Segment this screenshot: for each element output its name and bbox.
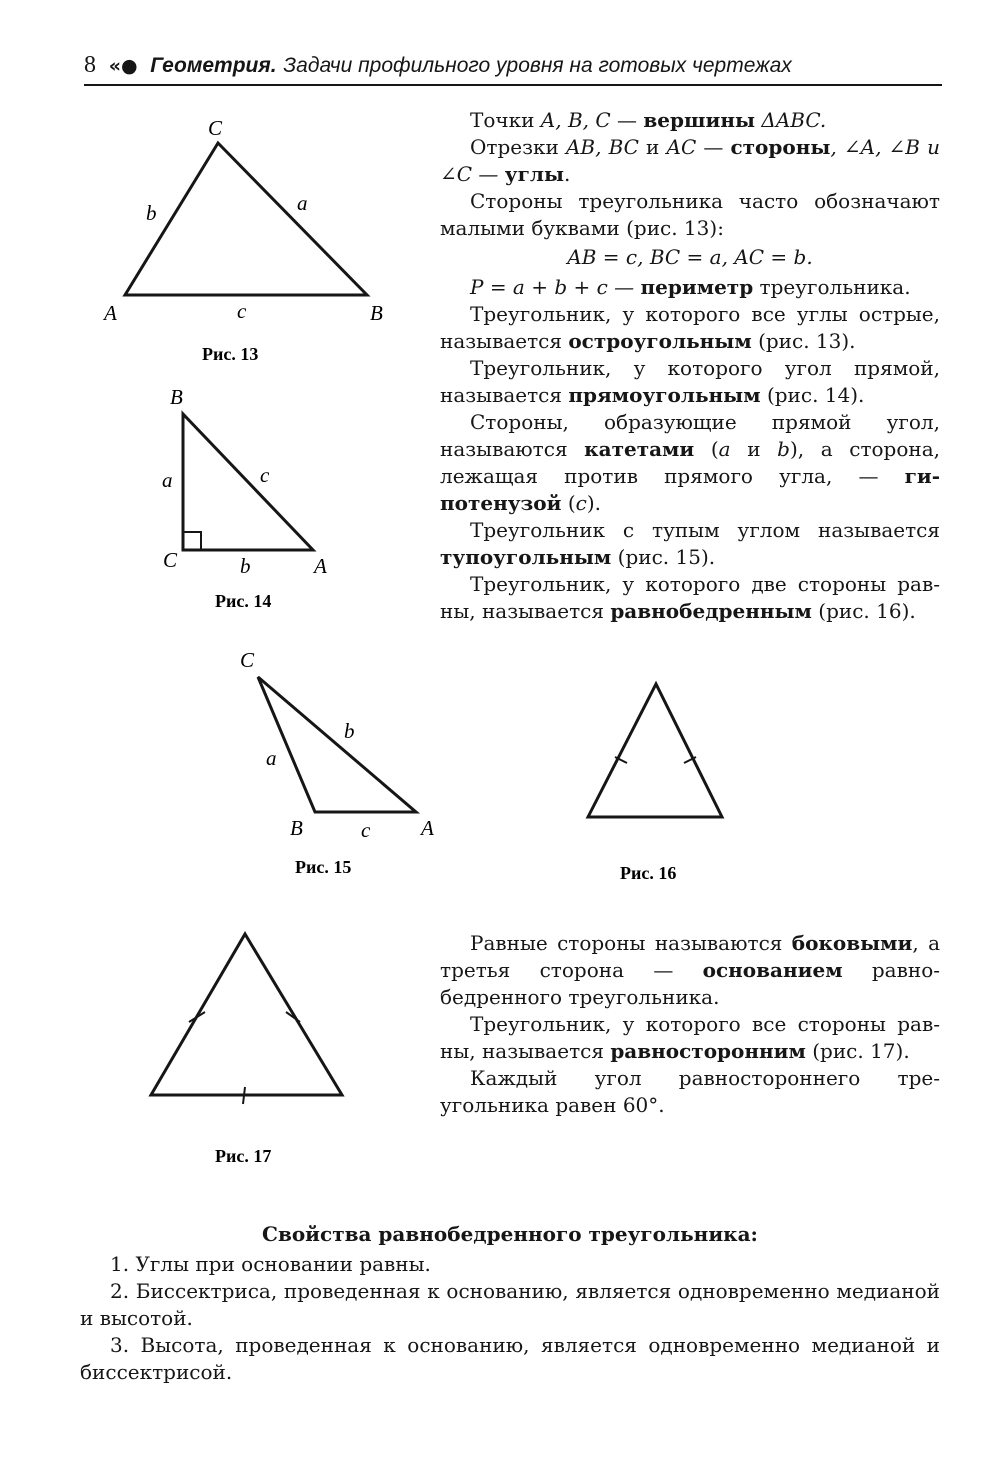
paragraph-legs-hypotenuse: Стороны, образующие прямой угол, называются катетами (a и b), а сторона, лежащая против прямого угла, — гипотенузой (c). (440, 410, 941, 515)
isosceles-text-block (440, 930, 940, 1119)
triangle-17 (151, 934, 342, 1095)
fig15-label-C: C (240, 648, 255, 672)
fig13-label-C: C (208, 116, 223, 140)
property-item-1: 1. Углы при основании равны. (110, 1252, 431, 1276)
fig14-label-C: C (163, 548, 178, 572)
figure-17 (151, 934, 342, 1166)
fig13-caption: Рис. 13 (202, 344, 259, 364)
right-angle-mark (183, 532, 201, 550)
book-title: Геометрия. (150, 54, 277, 77)
properties-section (80, 1221, 940, 1386)
properties-title: Свойства равнобедренного треугольника: (262, 1222, 758, 1246)
fig14-label-A: A (314, 554, 327, 578)
book-subtitle: Задачи профильного уровня на готовых чертежах (283, 54, 792, 77)
paragraph-sides-angles: Отрезки AB, BC и AC — стороны, ∠A, ∠B и ∠C — углы. (440, 135, 940, 186)
fig17-caption: Рис. 17 (215, 1146, 272, 1166)
formula-sides: AB = c, BC = a, AC = b. (567, 245, 813, 269)
fig15-label-b: b (344, 719, 355, 743)
paragraph-right: Треугольник, у которого угол прямой, называется прямоугольным (рис. 14). (440, 356, 940, 407)
fig13-label-a: a (297, 191, 308, 215)
header-mark: «● (108, 55, 138, 77)
paragraph-equilateral: Треугольник, у которого все стороны равны, называется равносторонним (рис. 17). (440, 1012, 940, 1063)
fig15-label-c: c (361, 818, 371, 842)
property-item-3: 3. Высота, проведенная к основанию, является одновременно медианой и биссектрисой. (80, 1333, 940, 1384)
fig16-caption: Рис. 16 (620, 863, 677, 883)
paragraph-lowercase: Стороны треугольника часто обозначают малыми буквами (рис. 13): (440, 189, 940, 240)
triangle-15 (258, 677, 416, 812)
definitions-text-block (440, 107, 940, 625)
paragraph-perimeter: P = a + b + c — периметр треугольника. (470, 275, 911, 299)
paragraph-vertices: Точки A, B, C — вершины ΔABC. (470, 108, 827, 132)
figure-14 (162, 385, 327, 611)
page-number: 8 (84, 52, 96, 78)
fig14-label-b: b (240, 554, 251, 578)
triangle-14 (183, 414, 313, 550)
triangle-13 (125, 143, 367, 295)
fig14-label-a: a (162, 468, 173, 492)
figure-15 (240, 648, 434, 877)
paragraph-60-degrees: Каждый угол равностороннего треугольника равен 60°. (440, 1066, 940, 1117)
fig15-label-B: B (290, 816, 303, 840)
fig15-caption: Рис. 15 (295, 857, 352, 877)
paragraph-isosceles: Треугольник, у которого две стороны равны, называется равнобедренным (рис. 16). (440, 572, 940, 623)
figure-16 (588, 684, 722, 883)
fig13-label-A: A (104, 301, 117, 325)
fig13-label-c: c (237, 299, 247, 323)
fig13-label-B: B (370, 301, 383, 325)
fig15-label-A: A (421, 816, 434, 840)
fig14-label-c: c (260, 463, 270, 487)
fig14-caption: Рис. 14 (215, 591, 272, 611)
fig15-label-a: a (266, 746, 277, 770)
paragraph-acute: Треугольник, у которого все углы острые, называется остроугольным (рис. 13). (440, 302, 940, 353)
triangle-16 (588, 684, 722, 817)
fig14-label-B: B (170, 385, 183, 409)
paragraph-obtuse: Треугольник с тупым углом называется тупоугольным (рис. 15). (440, 518, 940, 569)
figure-13 (102, 116, 383, 364)
property-item-2: 2. Биссектриса, проведенная к основанию, является одновременно медианой и высотой. (80, 1279, 940, 1330)
fig13-label-b: b (146, 201, 157, 225)
paragraph-lateral-base: Равные стороны называются боковыми, а третья сторона — основанием равнобедренного треугольника. (440, 931, 941, 1009)
tick-mark-base (243, 1087, 245, 1104)
